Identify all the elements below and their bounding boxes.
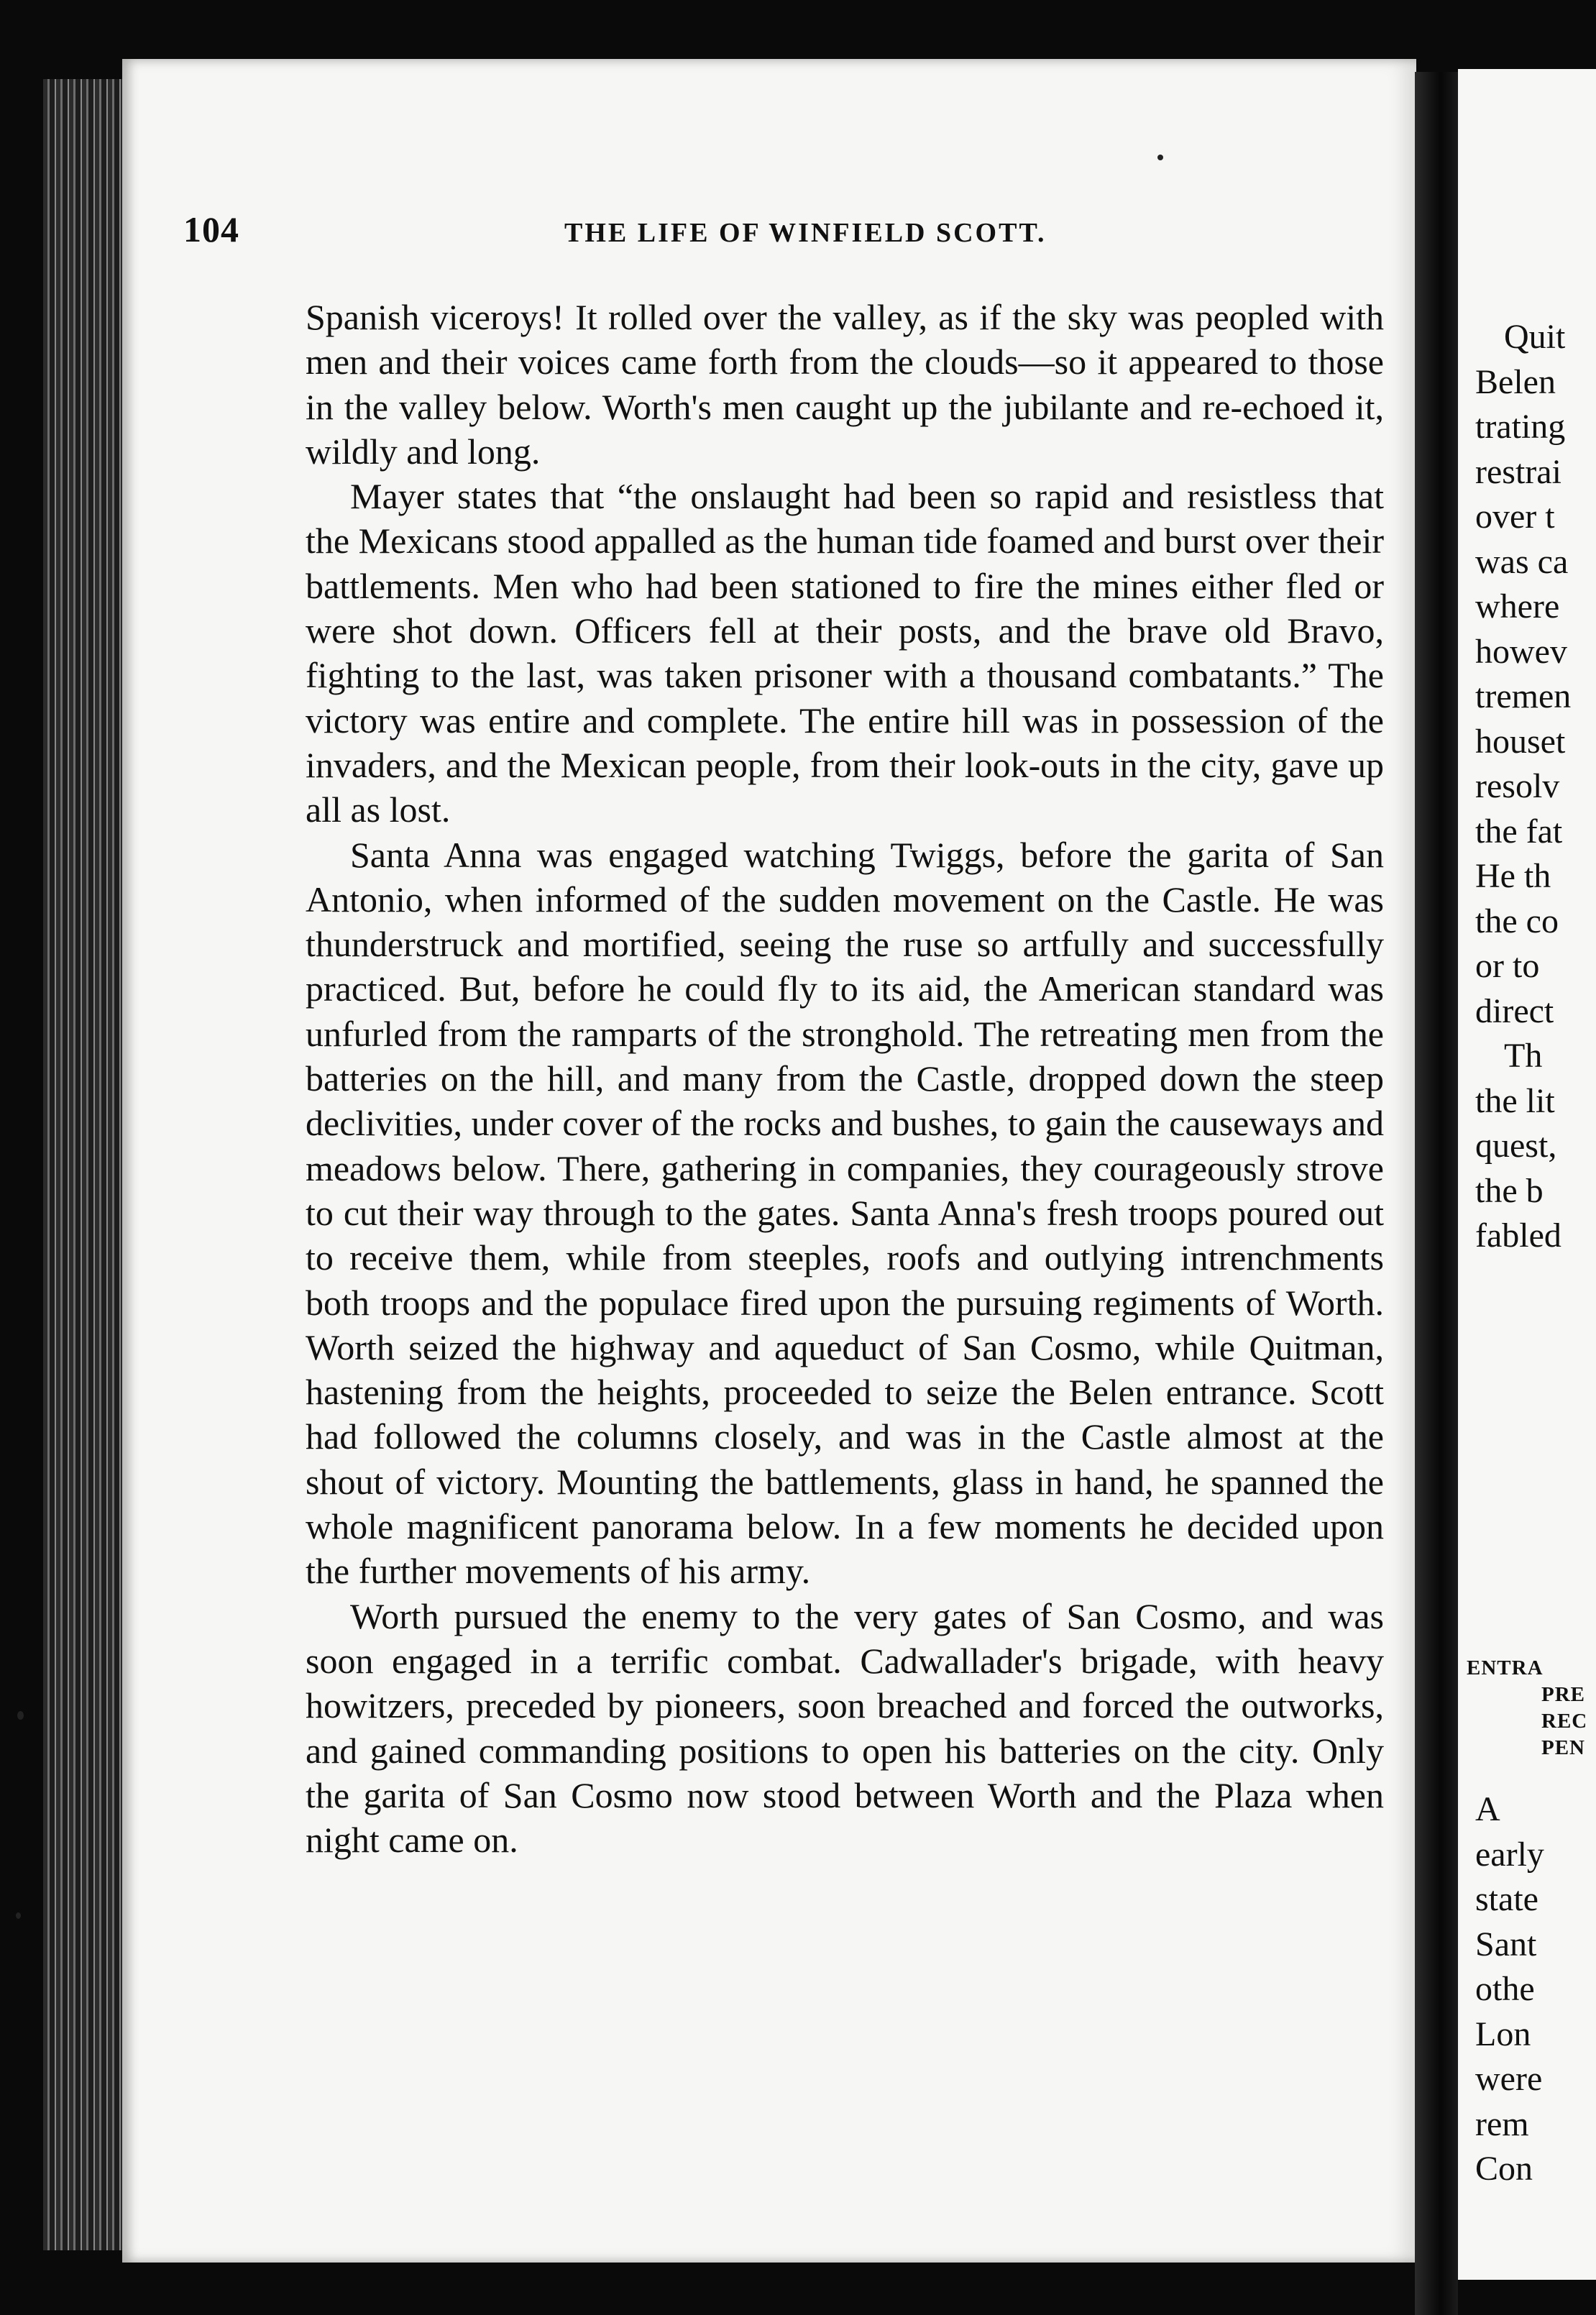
scan-speck xyxy=(16,1912,21,1919)
right-line: Quit xyxy=(1504,318,1566,356)
right-line: state xyxy=(1475,1880,1538,1918)
right-page-text-2 xyxy=(1475,1787,1596,2192)
drop-letter: A xyxy=(1475,1790,1500,1828)
right-line: Sant xyxy=(1475,1925,1537,1963)
right-line: the b xyxy=(1475,1171,1544,1210)
running-head xyxy=(183,208,1276,273)
right-line: houset xyxy=(1475,722,1566,761)
summary-line: ENTRA xyxy=(1467,1656,1544,1679)
right-line: howev xyxy=(1475,632,1567,671)
right-line: were xyxy=(1475,2060,1543,2098)
paragraph-4: Worth pursued the enemy to the very gates of San Cosmo, and was soon engaged in a terrific combat. Cadwallader's brigade, with heavy howitzers, preceded by pioneers, soon breached and forced the outworks, and gained commanding positions to open his batteries on the city. Only the garita of San Cosmo now stood between Worth and the Plaza when night came on. xyxy=(306,1595,1384,1861)
right-line: Th xyxy=(1504,1037,1543,1075)
right-page-text xyxy=(1475,315,1596,1259)
right-line: restrai xyxy=(1475,452,1561,491)
right-page-fragment xyxy=(1458,69,1596,2280)
right-line: was ca xyxy=(1475,542,1569,581)
right-line: resolv xyxy=(1475,767,1560,805)
right-line: tremen xyxy=(1475,677,1572,715)
right-line: the lit xyxy=(1475,1081,1555,1120)
right-line: Con xyxy=(1475,2150,1533,2188)
right-line: Lon xyxy=(1475,2014,1531,2053)
right-line: othe xyxy=(1475,1970,1535,2008)
right-line: where xyxy=(1475,587,1560,625)
summary-line: PEN xyxy=(1541,1736,1585,1759)
running-title: THE LIFE OF WINFIELD SCOTT. xyxy=(564,218,1047,248)
paragraph-2: Mayer states that “the onslaught had been so rapid and resistless that the Mexicans stood appalled as the human tide foamed and burst over their battlements. Men who had been stationed to fire the mines either fled or were shot down. Officers fell at their posts, and the brave old Bravo, fighting to the last, was taken prisoner with a thousand combatants.” The victory was entire and complete. The entire hill was in possession of the invaders, and the Mexican people, from their look-outs in the city, gave up all as lost. xyxy=(306,476,1384,830)
right-line: trating xyxy=(1475,408,1566,446)
scan-speck xyxy=(1157,155,1163,160)
book-edge xyxy=(43,79,122,2250)
right-line: early xyxy=(1475,1835,1544,1874)
page-number: 104 xyxy=(183,209,239,249)
scan-speck xyxy=(17,1711,24,1720)
right-line: direct xyxy=(1475,991,1554,1030)
right-line: or to xyxy=(1475,947,1540,985)
summary-line: REC xyxy=(1541,1710,1588,1733)
body-text xyxy=(306,295,1384,1862)
book-gutter xyxy=(1415,72,1458,2315)
paragraph-1: Spanish viceroys! It rolled over the valley, as if the sky was peopled with men and their voices came forth from the clouds—so it appeared to those in the valley below. Worth's men caught up the jubilante and re-echoed it, wildly and long. xyxy=(306,297,1384,472)
right-line: fabled xyxy=(1475,1216,1561,1255)
summary-line: PRE xyxy=(1541,1683,1585,1706)
right-line: He th xyxy=(1475,857,1551,895)
paragraph-3: Santa Anna was engaged watching Twiggs, before the garita of San Antonio, when informed of the sudden movement on the Castle. He was thunderstruck and mortified, seeing the ruse so artfully and successfully practiced. But, before he could fly to its aid, the American standard was unfurled from the ramparts of the stronghold. The retreating men from the batteries on the hill, and many from the Castle, dropped down the steep declivities, under cover of the rocks and bushes, to gain the causeways and meadows below. There, gathering in companies, they courageously strove to cut their way through to the gates. Santa Anna's fresh troops poured out to receive them, while from steeples, roofs and outlying intrenchments both troops and the populace fired upon the pursuing regiments of Worth. Worth seized the highway and aqueduct of San Cosmo, while Quitman, hastening from the heights, proceeded to seize the Belen entrance. Scott had followed the columns closely, and was in the Castle almost at the shout of victory. Mounting the battlements, glass in hand, he spanned the whole magnificent panorama below. In a few moments he decided upon the further movements of his army. xyxy=(306,834,1384,1592)
right-line: quest, xyxy=(1475,1127,1557,1165)
right-line: rem xyxy=(1475,2104,1529,2143)
right-line: Belen xyxy=(1475,362,1556,401)
right-line: the co xyxy=(1475,902,1559,940)
right-line: the fat xyxy=(1475,812,1563,851)
right-line: over t xyxy=(1475,498,1555,536)
right-page-chapter-summary xyxy=(1467,1655,1596,1761)
